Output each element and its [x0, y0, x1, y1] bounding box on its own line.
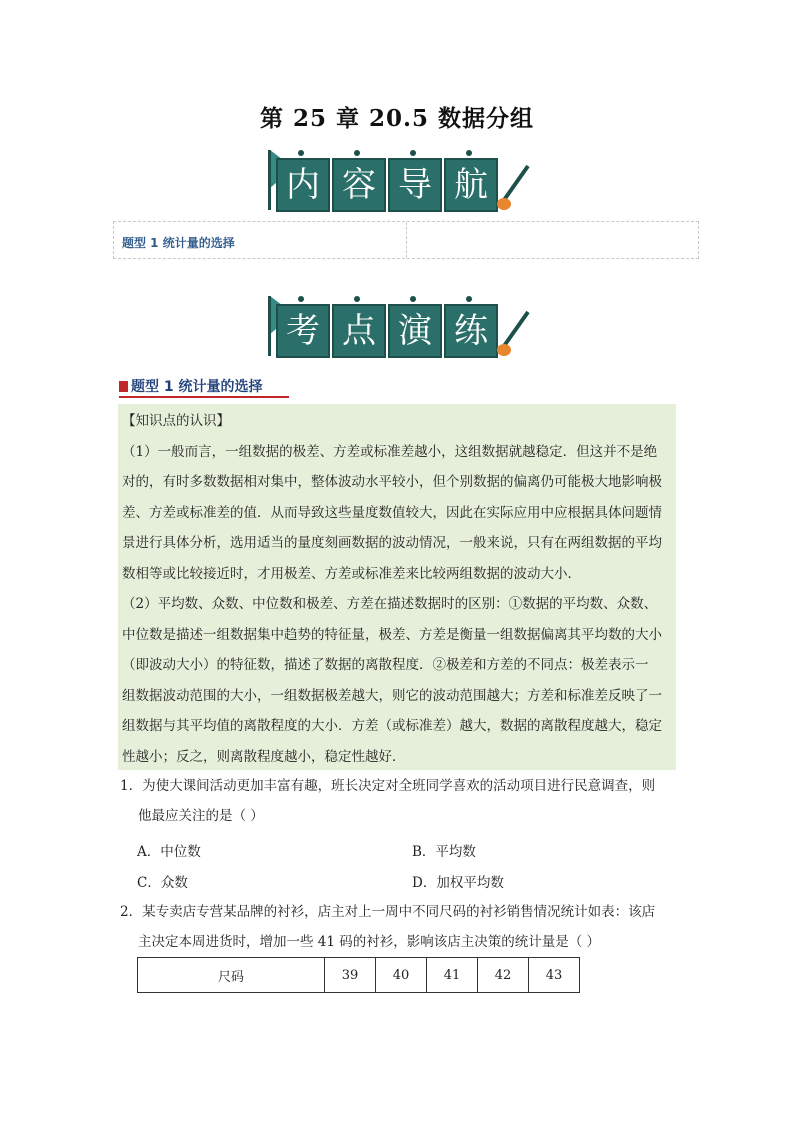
knowledge-line: 性越小；反之，则离散程度越小，稳定性越好． — [122, 748, 406, 765]
brush-icon — [494, 310, 534, 360]
table-header-cell: 尺码 — [138, 958, 325, 993]
banner-char: 导 — [388, 158, 442, 212]
option-c[interactable]: C．众数 — [137, 875, 188, 891]
size-table — [137, 957, 580, 993]
banner-char: 演 — [388, 304, 442, 358]
nav-table — [113, 221, 699, 259]
section-underline — [119, 396, 289, 398]
question-text: 他最应关注的是（ ） — [138, 808, 264, 824]
knowledge-line: 差、方差或标准差的值．从而导致这些量度数值较大，因此在实际应用中应根据具体问题情 — [122, 504, 662, 521]
knowledge-line: （即波动大小）的特征数，描述了数据的离散程度．②极差和方差的不同点：极差表示一 — [122, 657, 649, 673]
knowledge-line: 对的，有时多数数据相对集中，整体波动水平较小，但个别数据的偏离仍可能极大地影响极 — [122, 474, 662, 490]
knowledge-line: 景进行具体分析，选用适当的量度刻画数据的波动情况，一般来说，只有在两组数据的平均 — [122, 535, 662, 551]
banner-char: 内 — [276, 158, 330, 212]
option-a[interactable]: A．中位数 — [137, 844, 201, 860]
banner-practice — [266, 296, 528, 364]
knowledge-line: 组数据与其平均值的离散程度的大小．方差（或标准差）越大，数据的离散程度越大，稳定 — [122, 718, 662, 734]
question-1 — [120, 771, 655, 831]
knowledge-box — [118, 404, 676, 770]
question-text: 主决定本周进货时，增加一些 41 码的衬衫，影响该店主决策的统计量是（ ） — [138, 934, 601, 950]
question-text: 1．为使大课间活动更加丰富有趣，班长决定对全班同学喜欢的活动项目进行民意调查，则 — [120, 778, 656, 794]
brush-icon — [494, 164, 534, 214]
banner-char: 考 — [276, 304, 330, 358]
nav-table-cell — [407, 222, 699, 258]
option-d[interactable]: D．加权平均数 — [412, 875, 504, 891]
table-header-cell: 43 — [529, 958, 580, 993]
table-header-cell: 39 — [325, 958, 376, 993]
knowledge-line: 中位数是描述一组数据集中趋势的特征量，极差、方差是衡量一组数据偏离其平均数的大小 — [122, 626, 662, 643]
banner-char: 容 — [332, 158, 386, 212]
table-header-cell: 41 — [427, 958, 478, 993]
section-heading — [119, 376, 263, 396]
banner-nav — [266, 150, 528, 218]
section-marker — [119, 381, 128, 392]
option-b[interactable]: B．平均数 — [412, 844, 476, 860]
page-title: 第 25 章 20.5 数据分组 — [259, 105, 535, 132]
knowledge-heading: 【知识点的认识】 — [122, 413, 230, 429]
knowledge-line: （2）平均数、众数、中位数和极差、方差在描述数据时的区别：①数据的平均数、众数、 — [122, 596, 658, 612]
table-header-cell: 40 — [376, 958, 427, 993]
question-2 — [120, 897, 655, 957]
banner-char: 点 — [332, 304, 386, 358]
section-heading-text: 题型 1 统计量的选择 — [131, 379, 263, 395]
question-text: 2．某专卖店专营某品牌的衬衫，店主对上一周中不同尺码的衬衫销售情况统计如表：该店 — [120, 904, 656, 920]
knowledge-line: （1）一般而言，一组数据的极差、方差或标准差越小，这组数据就越稳定．但这并不是绝 — [122, 443, 658, 460]
table-row — [138, 958, 580, 993]
nav-table-cell[interactable]: 题型 1 统计量的选择 — [114, 222, 407, 258]
banner-char: 航 — [444, 158, 498, 212]
banner-char: 练 — [444, 304, 498, 358]
knowledge-line: 组数据波动范围的大小，一组数据极差越大，则它的波动范围越大；方差和标准差反映了一 — [122, 687, 662, 704]
table-header-cell: 42 — [478, 958, 529, 993]
knowledge-line: 数相等或比较接近时，才用极差、方差或标准差来比较两组数据的波动大小． — [122, 565, 581, 582]
